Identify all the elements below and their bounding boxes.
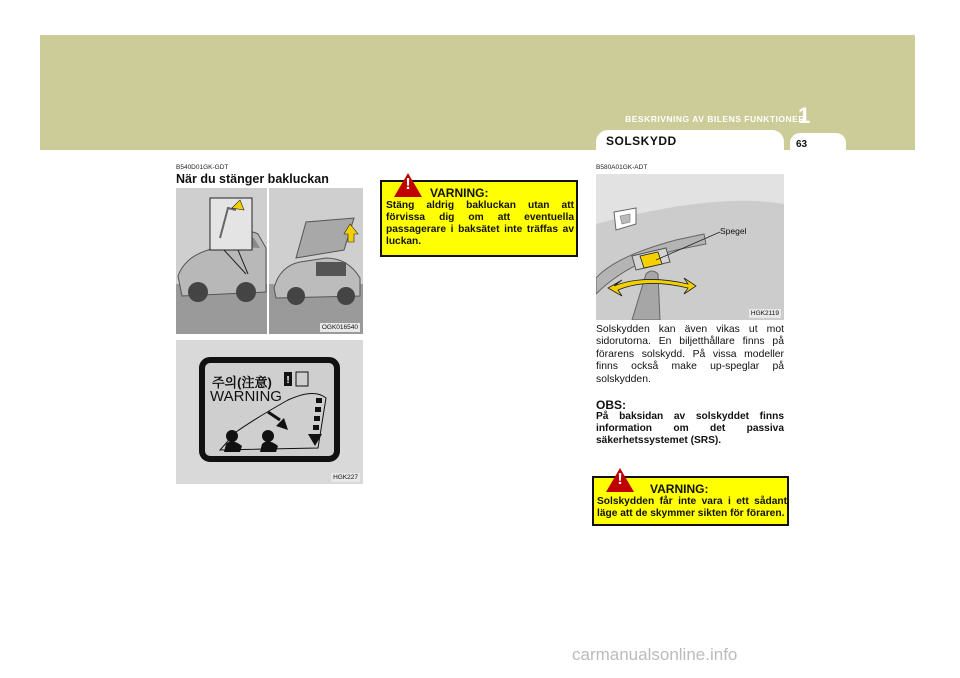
header-band — [40, 35, 915, 150]
chapter-title: BESKRIVNING AV BILENS FUNKTIONER — [625, 114, 805, 124]
svg-text:!: ! — [286, 375, 290, 386]
label-warning-text: WARNING — [210, 388, 282, 405]
chapter-number: 1 — [798, 103, 811, 128]
section-code-tailgate: B540D01GK-GDT — [176, 164, 229, 171]
figure-code: OGK016540 — [321, 324, 358, 331]
section-title: SOLSKYDD — [606, 134, 677, 148]
exclamation-icon: ! — [617, 471, 623, 488]
sunvisor-warning-box — [592, 471, 789, 526]
obs-text: På baksidan av solskyddet finns information om det passiva säkerhetssystemet (SRS). — [596, 411, 784, 446]
figure-code: HGK2119 — [750, 310, 779, 317]
mirror-label: Spegel — [720, 226, 747, 236]
sunvisor-figure — [596, 174, 784, 320]
tailgate-figure — [176, 188, 363, 334]
car-tailgate-illustration — [176, 188, 363, 334]
figure-code: HGK227 — [333, 474, 358, 481]
label-korean-text: 주의(注意) — [212, 375, 272, 390]
section-heading-tailgate: När du stänger bakluckan — [176, 172, 329, 186]
sunvisor-illustration — [596, 174, 784, 320]
exclamation-icon: ! — [405, 176, 411, 193]
tailgate-warning-box — [380, 176, 578, 257]
watermark: carmanualsonline.info — [572, 645, 738, 664]
warning-text: Solskydden får inte vara i ett sådant läge att de skymmer sikten för föraren. — [597, 496, 787, 519]
section-code-sunvisor: B580A01GK-ADT — [596, 164, 648, 171]
warning-title: VARNING: — [430, 186, 489, 200]
warning-label-illustration — [176, 340, 363, 484]
obs-title: OBS: — [596, 398, 626, 412]
warning-label-figure — [176, 340, 363, 484]
page-number: 63 — [796, 139, 808, 150]
sunvisor-body-text: Solskydden kan även vikas ut mot sidorutorna. En biljetthållare finns på förarens solskydd. På vissa modeller finns också make up-speglar på solskydden. — [596, 324, 784, 385]
warning-title: VARNING: — [650, 482, 709, 496]
warning-text: Stäng aldrig bakluckan utan att förvissa dig om att eventuella passagerare i baksätet inte träffas av luckan. — [386, 200, 574, 247]
